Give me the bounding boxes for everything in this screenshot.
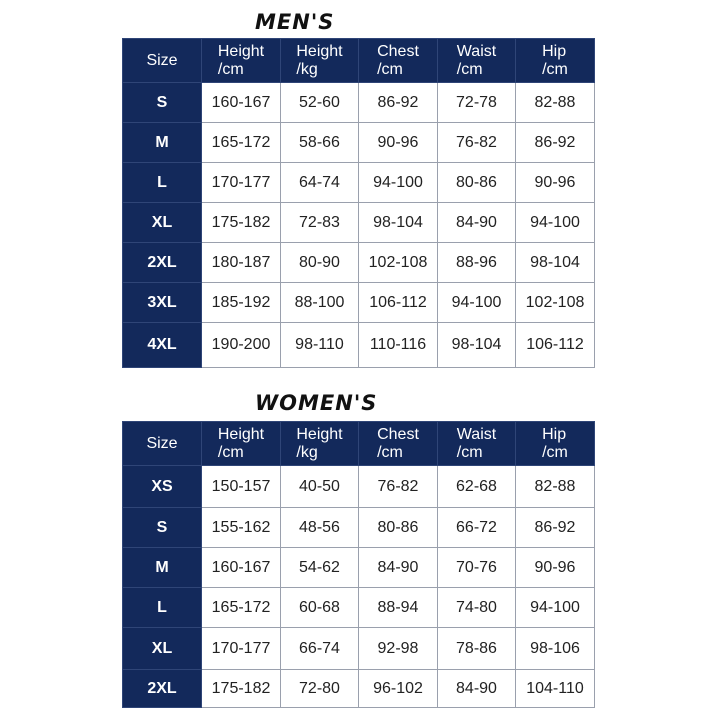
womens-table-row <box>123 466 595 508</box>
size-label: L <box>123 163 202 203</box>
header-unit: /kg <box>296 60 318 78</box>
header-label: Height <box>217 425 265 443</box>
measurement-cell: 165-172 <box>202 123 281 163</box>
measurement-cell: 102-108 <box>359 243 438 283</box>
measurement-cell: 78-86 <box>438 628 516 670</box>
size-label: L <box>123 588 202 628</box>
size-label: XL <box>123 628 202 670</box>
header-unit: /cm <box>542 443 568 461</box>
measurement-cell: 88-96 <box>438 243 516 283</box>
header-label-wrap <box>457 43 496 79</box>
measurement-cell: 175-182 <box>202 203 281 243</box>
header-unit: /cm <box>456 443 483 461</box>
header-label: Height <box>296 425 343 443</box>
measurement-cell: 52-60 <box>281 83 359 123</box>
header-label-wrap <box>542 426 568 462</box>
measurement-cell: 74-80 <box>438 588 516 628</box>
measurement-cell: 88-100 <box>281 283 359 323</box>
measurement-cell: 110-116 <box>359 323 438 368</box>
mens-section-title: MEN'S <box>255 10 335 34</box>
header-label: Hip <box>542 425 567 443</box>
measurement-cell: 102-108 <box>516 283 595 323</box>
size-label: 4XL <box>123 323 202 368</box>
mens-table-body <box>123 83 595 368</box>
mens-table-row <box>123 123 595 163</box>
mens-table-row <box>123 283 595 323</box>
measurement-cell: 155-162 <box>202 508 281 548</box>
measurement-cell: 60-68 <box>281 588 359 628</box>
header-label: Hip <box>542 42 567 60</box>
womens-table-body <box>123 466 595 708</box>
measurement-cell: 150-157 <box>202 466 281 508</box>
mens-table-row <box>123 243 595 283</box>
womens-table-row <box>123 670 595 708</box>
womens-table-row <box>123 508 595 548</box>
measurement-cell: 84-90 <box>438 203 516 243</box>
measurement-cell: 58-66 <box>281 123 359 163</box>
header-unit: /cm <box>217 60 244 78</box>
measurement-cell: 90-96 <box>516 548 595 588</box>
measurement-cell: 80-86 <box>438 163 516 203</box>
header-unit: /cm <box>456 60 483 78</box>
header-label: Size <box>146 51 178 69</box>
size-label: XS <box>123 466 202 508</box>
measurement-cell: 90-96 <box>516 163 595 203</box>
measurement-cell: 54-62 <box>281 548 359 588</box>
header-unit: /kg <box>296 443 318 461</box>
measurement-cell: 84-90 <box>438 670 516 708</box>
size-label: 2XL <box>123 670 202 708</box>
measurement-cell: 98-104 <box>516 243 595 283</box>
measurement-cell: 96-102 <box>359 670 438 708</box>
mens-table-header <box>123 39 595 83</box>
measurement-cell: 82-88 <box>516 466 595 508</box>
mens-table-row <box>123 163 595 203</box>
measurement-cell: 94-100 <box>516 588 595 628</box>
measurement-cell: 66-74 <box>281 628 359 670</box>
mens-column-header <box>438 39 516 83</box>
mens-table-row <box>123 323 595 368</box>
header-unit: /cm <box>377 60 403 78</box>
header-unit: /cm <box>377 443 403 461</box>
womens-table-row <box>123 588 595 628</box>
womens-size-table <box>122 421 595 708</box>
measurement-cell: 88-94 <box>359 588 438 628</box>
measurement-cell: 106-112 <box>359 283 438 323</box>
womens-column-header <box>516 422 595 466</box>
measurement-cell: 98-110 <box>281 323 359 368</box>
measurement-cell: 40-50 <box>281 466 359 508</box>
measurement-cell: 48-56 <box>281 508 359 548</box>
measurement-cell: 165-172 <box>202 588 281 628</box>
measurement-cell: 170-177 <box>202 163 281 203</box>
header-label-wrap <box>377 426 419 462</box>
womens-column-header <box>202 422 281 466</box>
womens-table-row <box>123 628 595 670</box>
measurement-cell: 86-92 <box>516 508 595 548</box>
measurement-cell: 84-90 <box>359 548 438 588</box>
header-label-wrap <box>296 426 342 462</box>
measurement-cell: 170-177 <box>202 628 281 670</box>
header-label-wrap <box>218 43 264 79</box>
header-label: Height <box>217 42 265 60</box>
header-label: Waist <box>456 425 497 443</box>
measurement-cell: 80-90 <box>281 243 359 283</box>
measurement-cell: 94-100 <box>438 283 516 323</box>
header-label-wrap <box>457 426 496 462</box>
measurement-cell: 66-72 <box>438 508 516 548</box>
measurement-cell: 98-106 <box>516 628 595 670</box>
mens-table-row <box>123 83 595 123</box>
header-label: Chest <box>377 425 419 443</box>
measurement-cell: 190-200 <box>202 323 281 368</box>
measurement-cell: 98-104 <box>438 323 516 368</box>
measurement-cell: 104-110 <box>516 670 595 708</box>
size-label: M <box>123 548 202 588</box>
measurement-cell: 94-100 <box>516 203 595 243</box>
measurement-cell: 64-74 <box>281 163 359 203</box>
mens-table-row <box>123 203 595 243</box>
size-label: 2XL <box>123 243 202 283</box>
header-label-wrap <box>377 43 419 79</box>
size-label: 3XL <box>123 283 202 323</box>
measurement-cell: 80-86 <box>359 508 438 548</box>
measurement-cell: 106-112 <box>516 323 595 368</box>
size-label: S <box>123 508 202 548</box>
womens-table-row <box>123 548 595 588</box>
womens-table-header <box>123 422 595 466</box>
header-label: Waist <box>456 42 497 60</box>
womens-header-row <box>123 422 595 466</box>
size-label: XL <box>123 203 202 243</box>
header-label: Size <box>146 434 178 452</box>
measurement-cell: 76-82 <box>359 466 438 508</box>
womens-column-header <box>123 422 202 466</box>
header-label-wrap <box>542 43 568 79</box>
measurement-cell: 62-68 <box>438 466 516 508</box>
header-unit: /cm <box>542 60 568 78</box>
measurement-cell: 86-92 <box>359 83 438 123</box>
womens-section-title: WOMEN'S <box>255 391 378 415</box>
measurement-cell: 98-104 <box>359 203 438 243</box>
measurement-cell: 94-100 <box>359 163 438 203</box>
mens-header-row <box>123 39 595 83</box>
measurement-cell: 185-192 <box>202 283 281 323</box>
measurement-cell: 86-92 <box>516 123 595 163</box>
measurement-cell: 90-96 <box>359 123 438 163</box>
mens-size-table <box>122 38 595 368</box>
measurement-cell: 76-82 <box>438 123 516 163</box>
mens-column-header <box>359 39 438 83</box>
measurement-cell: 72-83 <box>281 203 359 243</box>
measurement-cell: 92-98 <box>359 628 438 670</box>
mens-column-header <box>202 39 281 83</box>
header-label: Height <box>296 42 343 60</box>
measurement-cell: 70-76 <box>438 548 516 588</box>
measurement-cell: 160-167 <box>202 548 281 588</box>
size-label: M <box>123 123 202 163</box>
header-label-wrap <box>218 426 264 462</box>
header-label-wrap <box>296 43 342 79</box>
size-label: S <box>123 83 202 123</box>
mens-column-header <box>516 39 595 83</box>
measurement-cell: 72-80 <box>281 670 359 708</box>
womens-column-header <box>438 422 516 466</box>
header-unit: /cm <box>217 443 244 461</box>
measurement-cell: 160-167 <box>202 83 281 123</box>
measurement-cell: 72-78 <box>438 83 516 123</box>
measurement-cell: 180-187 <box>202 243 281 283</box>
mens-column-header <box>281 39 359 83</box>
measurement-cell: 175-182 <box>202 670 281 708</box>
mens-column-header <box>123 39 202 83</box>
header-label: Chest <box>377 42 419 60</box>
measurement-cell: 82-88 <box>516 83 595 123</box>
womens-column-header <box>359 422 438 466</box>
womens-column-header <box>281 422 359 466</box>
